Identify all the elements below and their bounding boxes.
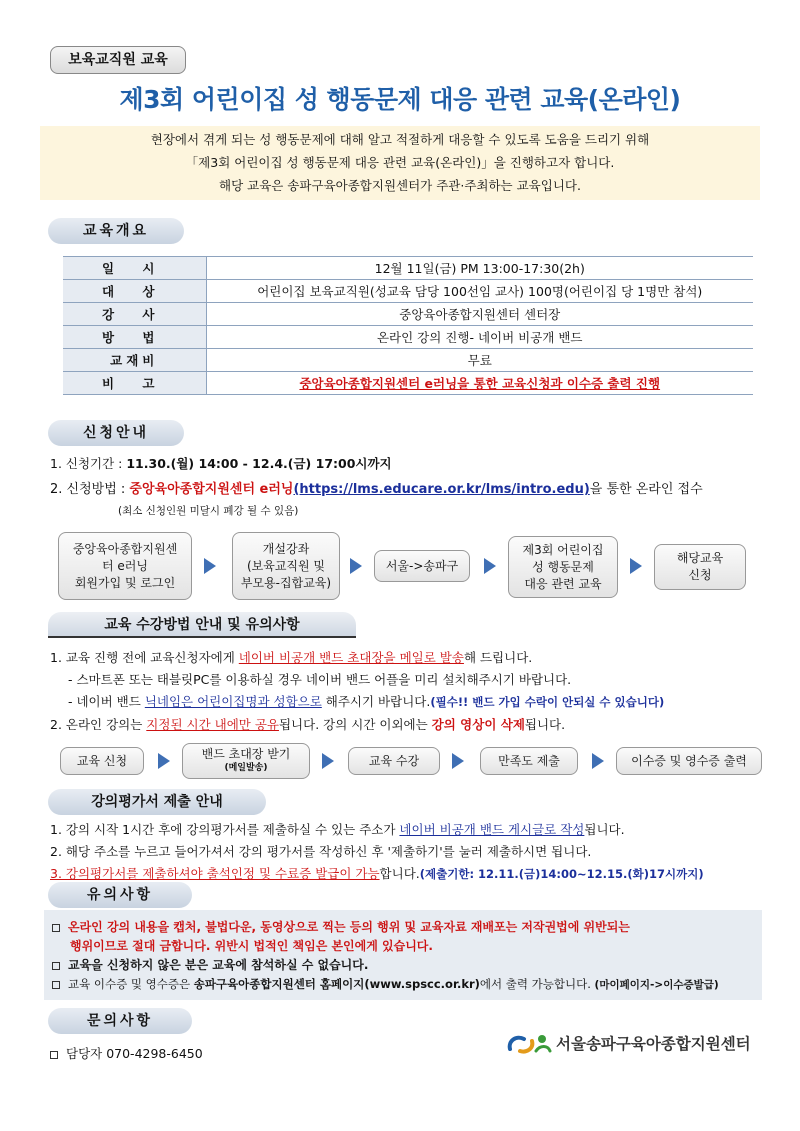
arrow-right-icon [592,753,604,769]
evaluation-line-1 [50,820,770,838]
arrow-right-icon [350,558,362,574]
highlight-red: 네이버 비공개 밴드 초대장을 메일로 발송 [238,650,464,665]
intro-line-1: 현장에서 겪게 되는 성 행동문제에 대해 알고 적절하게 대응할 수 있도록 도움을 드리기 위해 [150,132,650,147]
homepage-link[interactable]: 송파구육아종합지원센터 홈페이지(www.spscc.or.kr) [193,977,480,991]
text: 1. 강의 시작 1시간 후에 강의평가서를 제출하실 수 있는 주소가 [50,822,400,837]
note-item-cont [52,937,754,956]
center-logo-icon [506,1031,552,1055]
apply-method [50,478,770,497]
evaluation-line-3 [50,864,770,882]
row-value: 중앙육아종합지원센터 e러닝을 통한 교육신청과 이수증 출력 진행 [206,372,753,395]
apply-method-tail: 을 통한 온라인 접수 [589,482,703,497]
text: 됩니다. 강의 시간 이외에는 [278,717,432,732]
text: - 네이버 밴드 [68,694,145,709]
flow-band-invite-label: 밴드 초대장 받기 [201,747,291,761]
apply-note: (최소 신청인원 미달시 폐강 될 수 있음) [118,505,299,517]
apply-method-red: 중앙육아종합지원센터 e러닝 [129,482,294,497]
square-bullet-icon [52,924,60,932]
flow-step-region: 서울->송파구 [374,550,470,582]
section-evaluation-heading: 강의평가서 제출 안내 [48,789,266,815]
page-title: 제3회 어린이집 성 행동문제 대응 관련 교육(온라인) [119,85,681,114]
intro-box [40,126,760,200]
evaluation-line-2: 2. 해당 주소를 누르고 들어가셔서 강의 평가서를 작성하신 후 '제출하기'를 눌러 제출하시면 됩니다. [50,844,592,859]
row-label: 강 사 [63,303,206,326]
method-line-4 [50,715,770,733]
flow-step-course: 개설강좌 (보육교직원 및 부모용-집합교육) [232,532,340,600]
highlight-blue: 닉네임은 어린이집명과 성함으로 [144,694,322,709]
row-value: 온라인 강의 진행- 네이버 비공개 밴드 [206,326,753,349]
row-label: 대 상 [63,280,206,303]
flow-band-invite [182,743,310,779]
note-item [52,975,754,995]
note-text: 행위이므로 절대 금합니다. 위반시 법적인 책임은 본인에게 있습니다. [70,939,433,953]
section-apply-heading: 신청안내 [48,420,184,446]
note-text: 교육을 신청하지 않은 분은 교육에 참석하실 수 없습니다. [68,958,369,972]
note-text: 에서 출력 가능합니다. [479,977,595,991]
arrow-right-icon [630,558,642,574]
flow-step-lecture: 제3회 어린이집 성 행동문제 대응 관련 교육 [508,536,618,598]
apply-period-value: 11.30.(월) 14:00 - 12.4.(금) 17:00시까지 [126,456,392,471]
row-value: 중앙육아종합지원센터 센터장 [206,303,753,326]
section-overview-heading: 교육개요 [48,218,184,244]
highlight-red-bold: 강의 영상이 삭제 [431,717,525,732]
elearning-link[interactable]: (https://lms.educare.or.kr/lms/intro.edu) [293,482,590,497]
flow-band-invite-sub: (메일발송) [224,763,268,773]
row-label: 교재비 [63,349,206,372]
flow-step-apply: 해당교육 신청 [654,544,746,590]
note-item [52,956,754,975]
square-bullet-icon [50,1051,58,1059]
table-row [63,372,753,395]
note-text: 온라인 강의 내용을 캡처, 불법다운, 동영상으로 찍는 등의 행위 및 교육자료 재배포는 저작권법에 위반되는 [68,920,630,934]
arrow-right-icon [484,558,496,574]
table-row [63,326,753,349]
section-contact-heading: 문의사항 [48,1008,192,1034]
flow-certificate: 이수증 및 영수증 출력 [616,747,762,775]
text: 2. 온라인 강의는 [50,717,147,732]
row-value: 12월 11일(금) PM 13:00-17:30(2h) [206,257,753,280]
overview-table [63,256,753,395]
row-label: 비 고 [63,372,206,395]
square-bullet-icon [52,962,60,970]
apply-period-label: 1. 신청기간 : [50,456,127,471]
text: 됩니다. [524,717,566,732]
highlight-blue-bold: (필수!! 밴드 가입 수락이 안되실 수 있습니다) [430,695,665,709]
note-text: (마이페이지->이수증발급) [594,979,719,991]
row-label: 방 법 [63,326,206,349]
text: 합니다. [379,866,420,881]
contact-text: 담당자 070-4298-6450 [66,1046,203,1061]
flow-step-login: 중앙육아종합지원센 터 e러닝 회원가입 및 로그인 [58,532,192,600]
table-row [63,280,753,303]
notes-box [44,910,762,1000]
flow-attend: 교육 수강 [348,747,440,775]
center-logo [506,1030,766,1056]
row-value: 어린이집 보육교직원(성교육 담당 100선임 교사) 100명(어린이집 당 1명만 참석) [206,280,753,303]
highlight-blue: 네이버 비공개 밴드 게시글로 작성 [399,822,585,837]
highlight-red: 지정된 시간 내에만 공유 [146,717,279,732]
center-logo-text: 서울송파구육아종합지원센터 [556,1035,751,1053]
highlight-blue-bold: (제출기한: 12.11.(금)14:00~12.15.(화)17시까지) [419,867,704,881]
method-line-3 [68,692,664,710]
arrow-right-icon [452,753,464,769]
intro-line-2: 「제3회 어린이집 성 행동문제 대응 관련 교육(온라인)」을 진행하고자 합니다. [185,155,615,170]
row-label: 일 시 [63,257,206,280]
flow-apply: 교육 신청 [60,747,144,775]
note-text: 교육 이수증 및 영수증은 [68,977,194,991]
text: 해주시기 바랍니다. [321,694,431,709]
table-row [63,303,753,326]
arrow-right-icon [158,753,170,769]
note-item [52,918,754,937]
row-value: 무료 [206,349,753,372]
text: 1. 교육 진행 전에 교육신청자에게 [50,650,239,665]
apply-period [50,454,770,472]
flow-survey: 만족도 제출 [480,747,578,775]
square-bullet-icon [52,981,60,989]
highlight-red: 3. 강의평가서를 제출하셔야 출석인정 및 수료증 발급이 가능 [50,866,380,881]
text: 됩니다. [584,822,625,837]
apply-method-label: 2. 신청방법 : [50,482,130,497]
arrow-right-icon [322,753,334,769]
table-row [63,349,753,372]
top-tag: 보육교직원 교육 [50,46,186,74]
method-line-2: - 스마트폰 또는 태블릿PC를 이용하실 경우 네이버 밴드 어플을 미리 설치해주시기 바랍니다. [68,672,572,687]
method-line-1 [50,648,770,666]
text: 해 드립니다. [463,650,533,665]
arrow-right-icon [204,558,216,574]
table-row [63,257,753,280]
section-method-heading: 교육 수강방법 안내 및 유의사항 [48,612,356,638]
section-notes-heading: 유의사항 [48,882,192,908]
intro-line-3: 해당 교육은 송파구육아종합지원센터가 주관·주최하는 교육입니다. [219,178,581,193]
